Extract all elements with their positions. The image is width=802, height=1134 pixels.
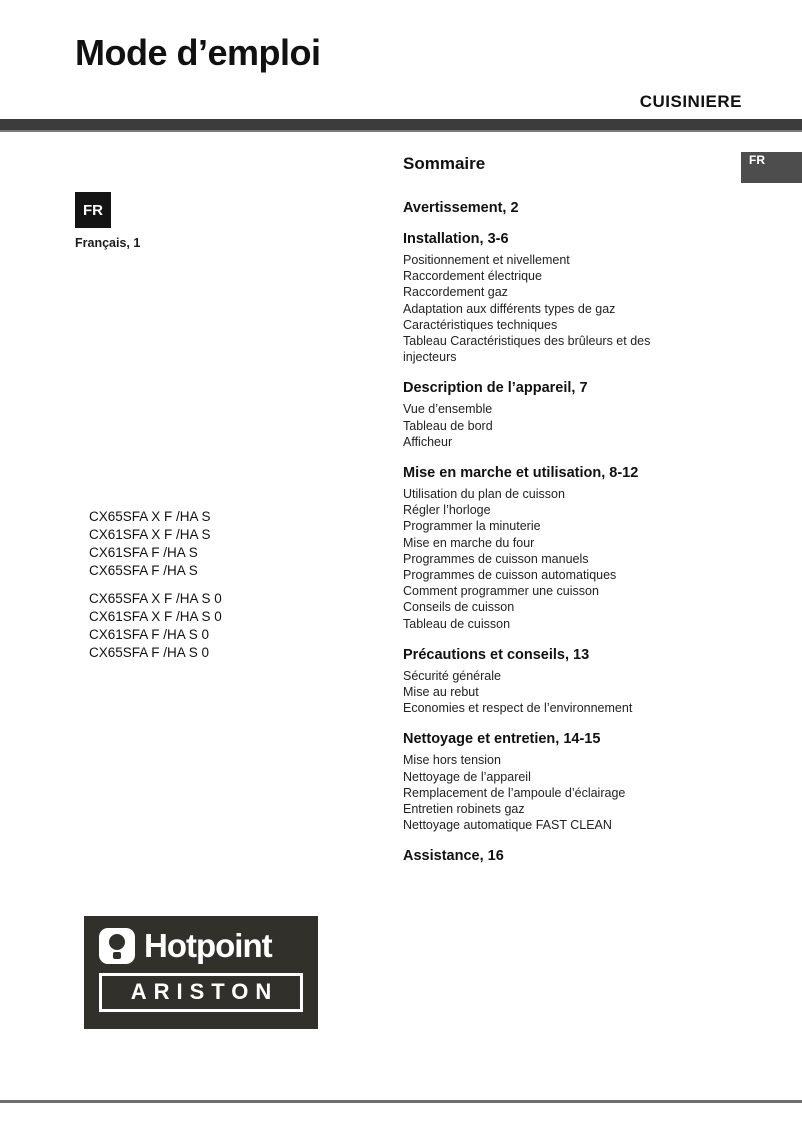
toc-item: Programmes de cuisson automatiques bbox=[403, 568, 617, 583]
toc-item: Sécurité générale bbox=[403, 668, 501, 683]
hotpoint-dot bbox=[109, 934, 125, 950]
toc-section-nettoyage bbox=[403, 731, 673, 833]
toc-item: Comment programmer une cuisson bbox=[403, 584, 599, 599]
table-of-contents bbox=[403, 154, 673, 877]
model-number: CX61SFA F /HA S 0 bbox=[89, 627, 210, 642]
toc-section-avertissement bbox=[403, 200, 673, 216]
logo-sub-brand: ARISTON bbox=[99, 973, 303, 1012]
toc-item: Mise au rebut bbox=[403, 685, 479, 700]
toc-item: Programmes de cuisson manuels bbox=[403, 551, 589, 566]
toc-item: Nettoyage de l’appareil bbox=[403, 769, 531, 784]
toc-section-installation bbox=[403, 231, 673, 365]
toc-section-title: Assistance, 16 bbox=[403, 848, 504, 865]
toc-item: Positionnement et nivellement bbox=[403, 253, 570, 267]
toc-item: Raccordement électrique bbox=[403, 269, 542, 284]
model-number: CX65SFA X F /HA S bbox=[89, 509, 211, 524]
fr-language-badge bbox=[75, 192, 111, 228]
toc-section-title: Mise en marche et utilisation, 8-12 bbox=[403, 465, 639, 482]
toc-item: Vue d’ensemble bbox=[403, 402, 493, 417]
toc-section-title: Précautions et conseils, 13 bbox=[403, 646, 590, 663]
toc-item: Mise en marche du four bbox=[403, 535, 535, 550]
toc-section-title: Nettoyage et entretien, 14-15 bbox=[403, 731, 601, 748]
corner-tab-label: FR bbox=[749, 153, 765, 167]
model-number: CX61SFA X F /HA S 0 bbox=[89, 609, 222, 624]
toc-item: Raccordement gaz bbox=[403, 285, 508, 300]
model-number: CX65SFA F /HA S bbox=[89, 563, 198, 578]
model-group-secondary bbox=[89, 590, 222, 662]
toc-item: Conseils de cuisson bbox=[403, 600, 515, 615]
logo-brand-row bbox=[99, 927, 303, 965]
toc-section-precautions bbox=[403, 647, 673, 717]
page-title: Mode d’emploi bbox=[75, 32, 321, 73]
hotpoint-dot-icon bbox=[99, 928, 135, 964]
toc-item: Régler l’horloge bbox=[403, 503, 491, 518]
hotpoint-stem bbox=[113, 952, 121, 959]
toc-item: Afficheur bbox=[403, 434, 453, 449]
model-group-primary bbox=[89, 508, 222, 580]
toc-section-title: Installation, 3-6 bbox=[403, 231, 509, 247]
model-number: CX65SFA F /HA S 0 bbox=[89, 645, 210, 660]
fr-badge-label: FR bbox=[83, 201, 103, 219]
toc-item: Economies et respect de l’environnement bbox=[403, 701, 633, 716]
toc-section-description bbox=[403, 380, 673, 450]
footer-divider-line bbox=[0, 1100, 802, 1103]
toc-item: Tableau de bord bbox=[403, 418, 493, 433]
toc-item: Remplacement de l’ampoule d’éclairage bbox=[403, 785, 626, 800]
toc-section-assistance bbox=[403, 848, 673, 864]
logo-brand-name: Hotpoint bbox=[144, 927, 272, 964]
toc-heading: Sommaire bbox=[403, 154, 486, 173]
fr-corner-tab bbox=[741, 152, 802, 183]
toc-item: Nettoyage automatique FAST CLEAN bbox=[403, 818, 612, 833]
toc-item: Utilisation du plan de cuisson bbox=[403, 487, 565, 502]
language-caption: Français, 1 bbox=[75, 236, 141, 250]
toc-item: Programmer la minuterie bbox=[403, 519, 541, 534]
toc-item: Mise hors tension bbox=[403, 753, 501, 768]
category-label: CUISINIERE bbox=[639, 92, 742, 111]
toc-section-mise-en-marche bbox=[403, 465, 673, 632]
toc-section-title: Avertissement, 2 bbox=[403, 200, 519, 216]
model-list bbox=[89, 508, 222, 662]
model-number: CX61SFA F /HA S bbox=[89, 545, 198, 560]
toc-item: Entretien robinets gaz bbox=[403, 802, 525, 817]
model-number: CX65SFA X F /HA S 0 bbox=[89, 591, 222, 606]
hotpoint-ariston-logo bbox=[84, 916, 318, 1029]
toc-item: Tableau de cuisson bbox=[403, 616, 511, 631]
toc-item: Caractéristiques techniques bbox=[403, 317, 558, 332]
toc-section-title: Description de l’appareil, 7 bbox=[403, 380, 588, 397]
model-number: CX61SFA X F /HA S bbox=[89, 527, 211, 542]
toc-item: Tableau Caractéristiques des brûleurs et des injecteurs bbox=[403, 334, 651, 365]
header-divider-band bbox=[0, 119, 802, 132]
toc-item: Adaptation aux différents types de gaz bbox=[403, 301, 616, 316]
